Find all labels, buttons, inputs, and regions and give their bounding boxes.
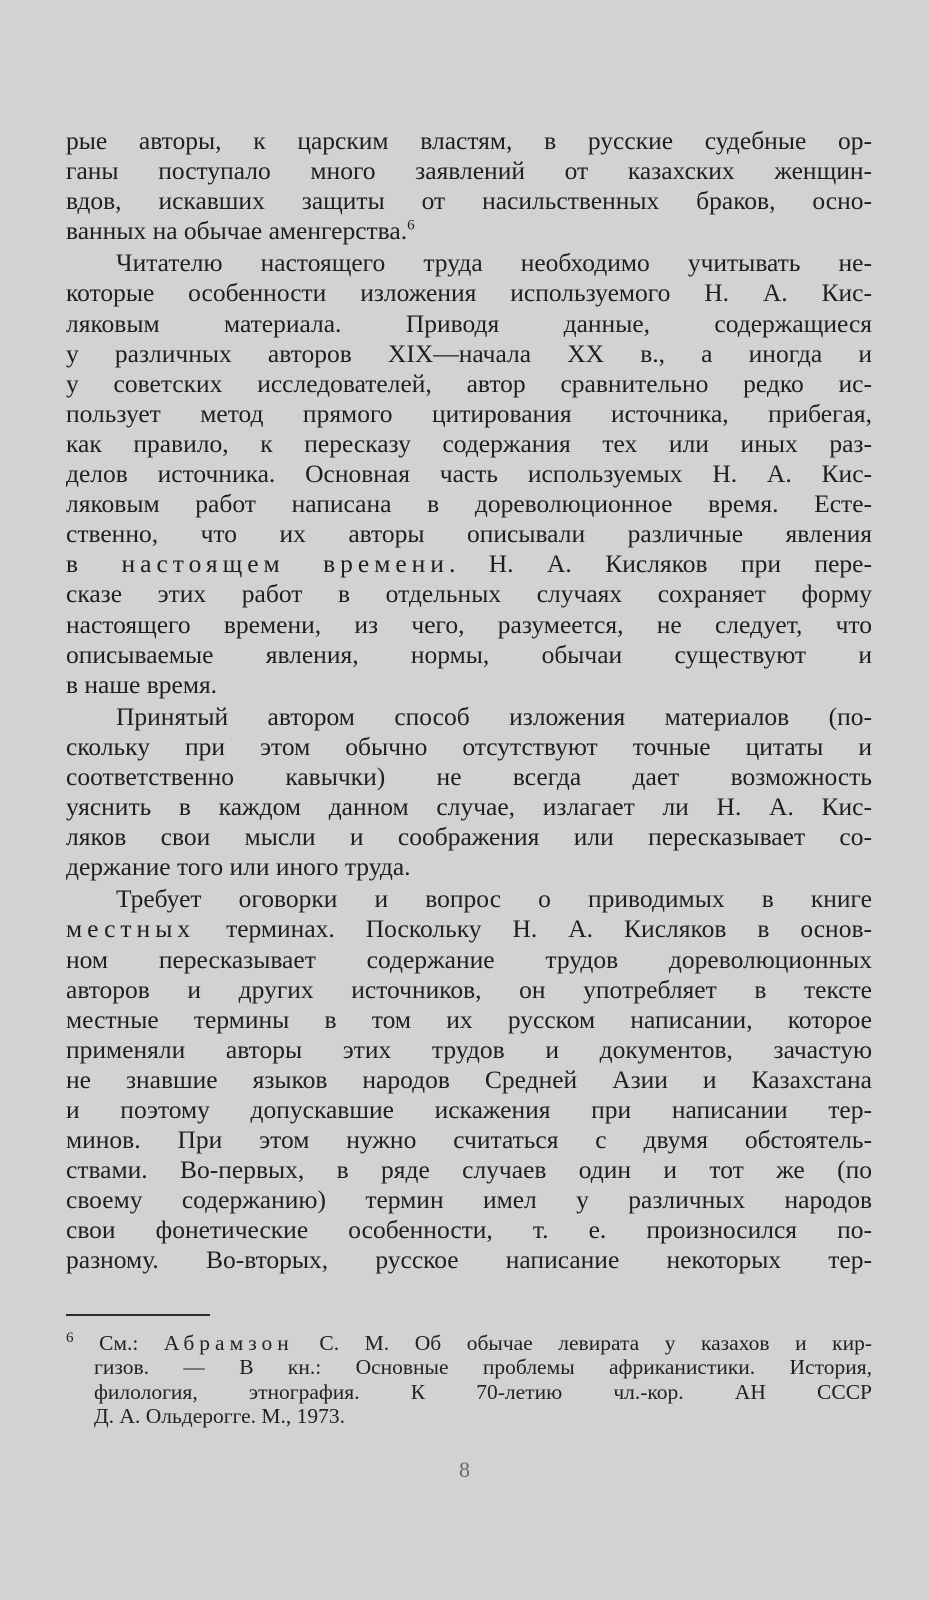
text-line: вдов, искавших защиты от насильственных браков, осно-	[66, 186, 872, 216]
footnote-number: 6	[66, 1331, 74, 1346]
text-line: применяли авторы этих трудов и документов, зачастую	[66, 1034, 872, 1064]
footnote-line	[66, 1331, 872, 1355]
emphasized-text: местных	[66, 914, 196, 944]
text-line: ляковым материала. Приводя данные, содержащиеся	[66, 308, 872, 338]
main-text	[66, 126, 872, 1278]
text-line: свои фонетические особенности, т. е. произносился по-	[66, 1215, 872, 1245]
text-line-content: терминах. Поскольку Н. А. Кисляков в основ-	[195, 914, 872, 944]
footnote-line: Д. А. Ольдерогге. М., 1973.	[94, 1404, 345, 1429]
paragraph-2	[66, 248, 872, 699]
footnote-text: См.:	[99, 1331, 164, 1355]
text-line-content: . Н. А. Кисляков при пере-	[448, 549, 872, 579]
text-line: у различных авторов XIX—начала XX в., а иногда и	[66, 338, 872, 368]
paragraph-3	[66, 702, 872, 883]
text-line: рые авторы, к царским властям, в русские судебные ор-	[66, 126, 872, 155]
text-line: делов источника. Основная часть используемых Н. А. Кис-	[66, 459, 872, 489]
text-line: которые особенности изложения используемого Н. А. Кис-	[66, 278, 872, 308]
paragraph-4	[66, 884, 872, 1275]
text-line: Требует оговорки и вопрос о приводимых в книге	[116, 884, 872, 914]
text-line: ственно, что их авторы описывали различные явления	[66, 519, 872, 549]
text-line: ляковым работ написана в дореволюционное время. Есте-	[66, 489, 872, 519]
page-number: 8	[459, 1457, 470, 1482]
text-line: держание того или иного труда.	[66, 852, 411, 882]
text-line: скольку при этом обычно отсутствуют точные цитаты и	[66, 731, 872, 761]
text-line: описываемые явления, нормы, обычаи существуют и	[66, 639, 872, 669]
text-line: и поэтому допускавшие искажения при написании тер-	[66, 1095, 872, 1124]
text-line: Принятый автором способ изложения материалов (по-	[116, 701, 872, 731]
footnote-author: Абрамзон	[163, 1331, 294, 1355]
emphasized-text: в настоящем времени	[66, 549, 449, 579]
text-line: ствами. Во-первых, в ряде случаев один и тот же (по	[66, 1155, 872, 1185]
text-line: пользует метод прямого цитирования источника, прибегая,	[66, 398, 872, 428]
text-line: ляков свои мысли и соображения или пересказывает со-	[66, 822, 872, 852]
text-line: Читателю настоящего труда необходимо учитывать не-	[116, 248, 872, 278]
footnote-line: филология, этнография. К 70-летию чл.-кор. АН СССР	[94, 1379, 872, 1404]
text-line: у советских исследователей, автор сравнительно редко ис-	[66, 368, 872, 398]
text-line	[66, 216, 872, 246]
text-line: своему содержанию) термин имел у различных народов	[66, 1185, 872, 1215]
text-line	[66, 549, 872, 579]
text-line: местные термины в том их русском написании, которое	[66, 1004, 872, 1034]
text-line: минов. При этом нужно считаться с двумя обстоятель-	[66, 1125, 872, 1155]
footnote-marker[interactable]: 6	[407, 217, 415, 234]
text-line: ганы поступало много заявлений от казахских женщин-	[66, 156, 872, 186]
text-line: в наше время.	[66, 669, 218, 699]
footnote-divider	[66, 1314, 210, 1316]
footnote-line: гизов. — В кн.: Основные проблемы африканистики. История,	[94, 1355, 872, 1380]
text-line: как правило, к пересказу содержания тех или иных раз-	[66, 428, 872, 458]
text-line: уяснить в каждом данном случае, излагает ли Н. А. Кис-	[66, 792, 872, 822]
text-line: соответственно кавычки) не всегда дает возможность	[66, 761, 872, 791]
footnote-text: С. М. Об обычае левирата у казахов и кир-	[293, 1331, 872, 1355]
text-line: сказе этих работ в отдельных случаях сохраняет форму	[66, 579, 872, 609]
text-line-content: ванных на обычае аменгерства.	[66, 216, 408, 246]
footnote	[66, 1331, 872, 1429]
text-line: разному. Во-вторых, русское написание некоторых тер-	[66, 1245, 872, 1275]
text-line: ном пересказывает содержание трудов дореволюционных	[66, 944, 872, 974]
paragraph-1	[66, 126, 872, 246]
text-line: авторов и других источников, он употребляет в тексте	[66, 974, 872, 1004]
text-line: настоящего времени, из чего, разумеется, не следует, что	[66, 609, 872, 639]
text-line: не знавшие языков народов Средней Азии и Казахстана	[66, 1064, 872, 1094]
text-line	[66, 914, 872, 944]
